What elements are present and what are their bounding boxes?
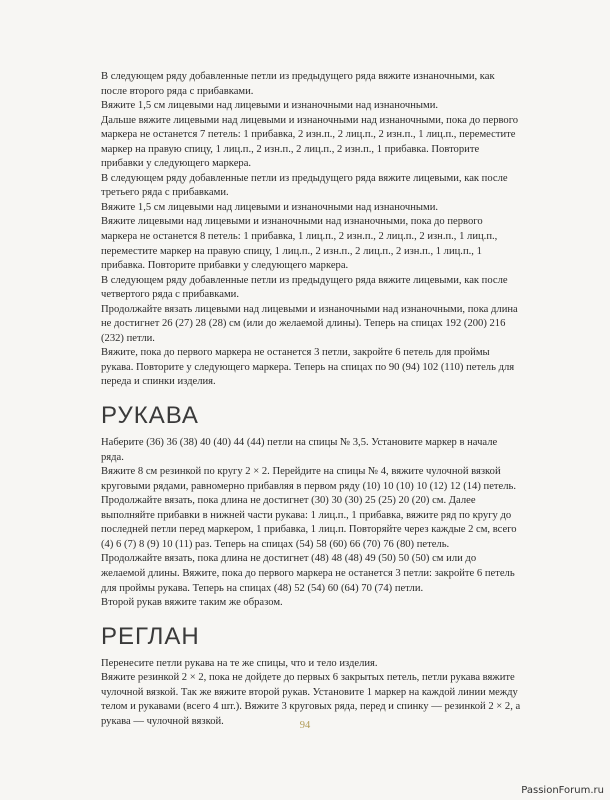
paragraph: Перенесите петли рукава на те же спицы, что и тело изделия.: [101, 657, 378, 669]
paragraph: Вяжите, пока до первого маркера не останется 3 петли, закройте 6 петель для проймы рукава. Повторите у следующего маркера. Теперь на спицах по 90 (94) 102 (110) петель для переда и спинки изделия.: [101, 347, 515, 388]
page-number: 94: [299, 720, 311, 731]
paragraph: Вяжите 1,5 см лицевыми над лицевыми и изнаночными над изнаночными.: [101, 201, 439, 213]
paragraph: Дальше вяжите лицевыми над лицевыми и изнаночными над изнаночными, пока до первого маркера не останется 7 петель: 1 прибавка, 2 изн.п., 2 лиц.п., 2 изн.п., 1 лиц.п., переместите маркер на правую спицу, 1 лиц.п., 2 изн.п., 2 лиц.п., 2 изн.п., 1 прибавка. Повторите прибавки у следующего маркера.: [101, 114, 519, 170]
paragraph: Наберите (36) 36 (38) 40 (40) 44 (44) петли на спицы № 3,5. Установите маркер в начале ряда.: [101, 437, 498, 463]
sleeves-section: [101, 436, 521, 611]
intro-section: [101, 70, 521, 390]
paragraph: В следующем ряду добавленные петли из предыдущего ряда вяжите изнаночными, как после второго ряда с прибавками.: [101, 71, 495, 97]
paragraph: Продолжайте вязать, пока длина не достигнет (48) 48 (48) 49 (50) 50 (50) см или до желаемой длины. Вяжите, пока до первого маркера не останется 3 петли: закройте 6 петель для проймы рукава. Теперь на спицах (48) 52 (54) 60 (64) 70 (74) петли.: [101, 553, 515, 594]
page-body: [101, 70, 521, 729]
paragraph: Второй рукав вяжите таким же образом.: [101, 597, 283, 609]
paragraph: Вяжите резинкой 2 × 2, пока не дойдете до первых 6 закрытых петель, петли рукава вяжите чулочной вязкой. Так же вяжите второй рукав. Установите 1 маркер на каждой линии между телом и рукавами (всего 4 шт.). Вяжите 3 круговых ряда, перед и спинку — резинкой 2 × 2, а рукава — чулочной вязкой.: [101, 672, 521, 727]
section-heading-raglan: РЕГЛАН: [101, 622, 200, 650]
paragraph: Вяжите 8 см резинкой по кругу 2 × 2. Перейдите на спицы № 4, вяжите чулочной вязкой круговыми рядами, равномерно прибавляя в первом ряду (10) 10 (10) 10 (12) 12 (14) петель.: [101, 466, 516, 492]
paragraph: В следующем ряду добавленные петли из предыдущего ряда вяжите лицевыми, как после четвертого ряда с прибавками.: [101, 274, 508, 301]
paragraph: Вяжите лицевыми над лицевыми и изнаночными над изнаночными, пока до первого маркера не останется 8 петель: 1 прибавка, 1 лиц.п., 2 изн.п., 2 лиц.п., 2 изн.п., 1 лиц.п., переместите маркер на правую спицу, 1 лиц.п., 2 изн.п., 2 лиц.п., 2 изн.п., 1 лиц.п., 1 прибавка. Повторите прибавки у следующего маркера.: [101, 216, 498, 272]
paragraph: Продолжайте вязать, пока длина не достигнет (30) 30 (30) 25 (25) 20 (20) см. Далее выполняйте прибавки в нижней части рукава: 1 лиц.п., 1 прибавка, вяжите ряд по кругу до последней петли перед маркером, 1 прибавка, 1 лиц.п. Повторяйте через каждые 2 см, всего (4) 6 (7) 8 (9) 10 (11) раз. Теперь на спицах (54) 58 (60) 66 (70) 76 (80) петель.: [101, 495, 517, 550]
watermark: PassionForum.ru: [521, 785, 604, 796]
paragraph: В следующем ряду добавленные петли из предыдущего ряда вяжите лицевыми, как после третьего ряда с прибавками.: [101, 172, 508, 199]
paragraph: Продолжайте вязать лицевыми над лицевыми и изнаночными над изнаночными, пока длина не достигнет 26 (27) 28 (28) см (или до желаемой длины). Теперь на спицах 192 (200) 216 (232) петли.: [101, 303, 518, 344]
paragraph: Вяжите 1,5 см лицевыми над лицевыми и изнаночными над изнаночными.: [101, 100, 439, 112]
raglan-section: [101, 657, 521, 730]
section-heading-sleeves: РУКАВА: [101, 402, 199, 430]
